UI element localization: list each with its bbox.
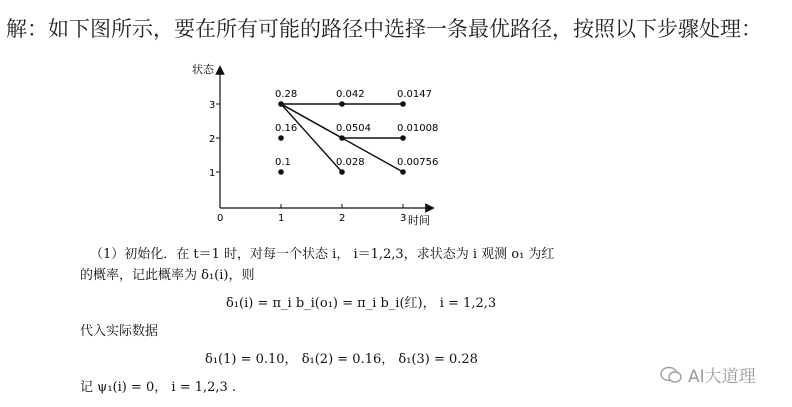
intro-text: 解：如下图所示，要在所有可能的路径中选择一条最优路径，按照以下步骤处理：	[6, 17, 762, 41]
state-node	[400, 101, 406, 107]
state-node	[400, 135, 406, 141]
y-tick-label: 2	[209, 134, 216, 145]
x-tick-label: 2	[339, 213, 346, 224]
x-axis-label: 时间	[408, 214, 430, 227]
node-value-label: 0.028	[336, 157, 365, 168]
node-value-label: 0.0147	[397, 89, 432, 100]
node-value-label: 0.28	[275, 89, 298, 100]
state-node	[278, 101, 284, 107]
node-value-label: 0.00756	[397, 157, 439, 168]
watermark-text: AI大道理	[688, 367, 756, 387]
y-tick-label: 1	[209, 168, 216, 179]
wechat-icon	[660, 366, 682, 384]
delta-values: δ₁(1) = 0.10， δ₁(2) = 0.16， δ₁(3) = 0.28	[205, 352, 478, 367]
psi-init: 记 ψ₁(i) = 0， i = 1,2,3 .	[80, 380, 237, 395]
watermark	[660, 362, 756, 387]
x-tick-label: 1	[278, 213, 285, 224]
state-node	[278, 135, 284, 141]
state-node	[400, 169, 406, 175]
state-node	[339, 135, 345, 141]
state-node	[278, 169, 284, 175]
x-tick-label: 0	[217, 213, 224, 224]
node-value-label: 0.01008	[397, 123, 439, 134]
node-value-label: 0.16	[275, 123, 298, 134]
y-tick-label: 3	[209, 100, 216, 111]
step1-line1: （1）初始化．在 t＝1 时，对每一个状态 i， i＝1,2,3，求状态为 i 观测 o₁ 为红	[90, 247, 555, 262]
delta-formula: δ₁(i) = π_i b_i(o₁) = π_i b_i(红)， i = 1,2,3	[226, 296, 497, 311]
subst-label: 代入实际数据	[80, 324, 159, 339]
node-value-label: 0.042	[336, 89, 365, 100]
x-tick-label: 3	[400, 213, 407, 224]
state-node	[339, 101, 345, 107]
step1-line2: 的概率，记此概率为 δ₁(i)，则	[80, 268, 255, 283]
state-node	[339, 169, 345, 175]
node-value-label: 0.1	[275, 157, 291, 168]
node-value-label: 0.0504	[336, 123, 371, 134]
y-axis-label: 状态	[192, 63, 214, 76]
